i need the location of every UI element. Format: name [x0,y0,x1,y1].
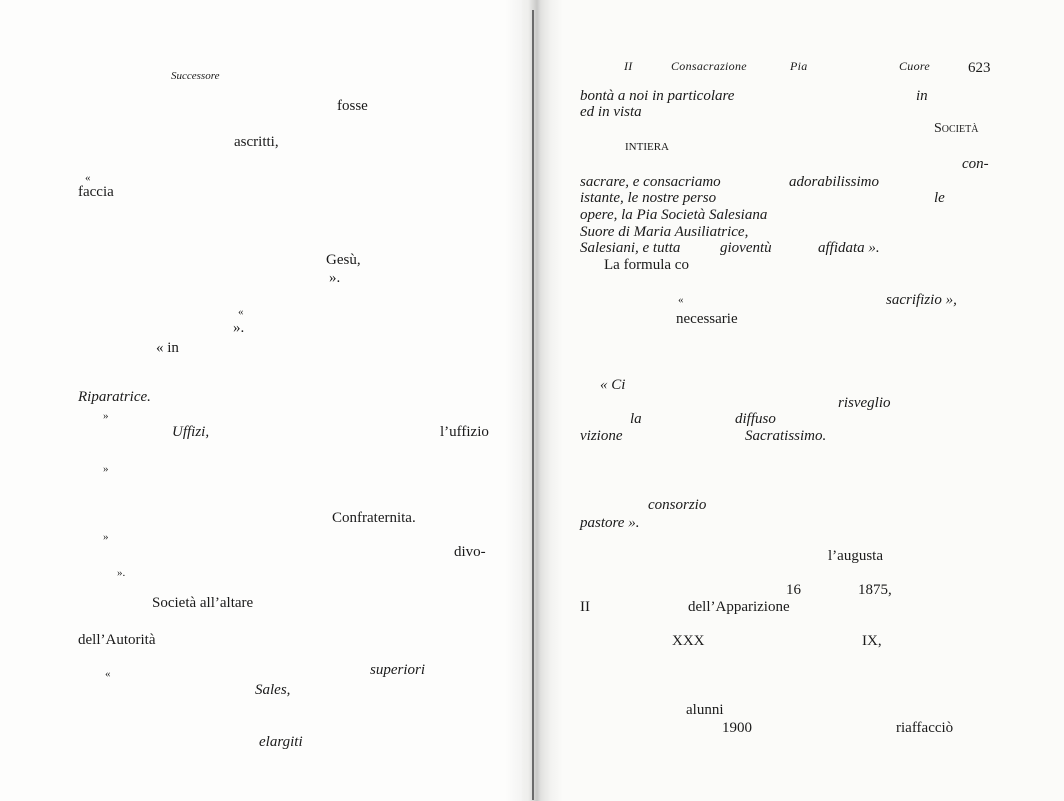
word: fosse [337,98,368,114]
word: ed in vista [580,104,642,120]
word: « [105,668,111,680]
word: consorzio [648,497,707,513]
running-head-number: II [624,59,633,73]
word: riaffacciò [896,720,954,736]
word: in [916,88,928,104]
word: Società all’altare [152,595,254,611]
word: 1900 [722,720,752,736]
word: faccia [78,184,114,200]
word: Salesiani, e tutta [580,240,681,256]
word: ». [117,567,126,579]
word: l’augusta [828,548,883,564]
word: Confraternita. [332,510,416,526]
word: divo- [454,544,486,560]
running-head-word: Cuore [899,59,931,73]
word: gioventù [720,240,772,256]
word: « [678,294,684,306]
word: Sales, [255,682,291,698]
word: » [103,463,109,475]
word: ascritti, [234,134,279,150]
word: 1875, [858,582,892,598]
word: sacrifizio », [886,292,957,308]
word: bontà a noi in particolare [580,88,735,104]
word: Società [934,121,979,136]
word: l’uffizio [440,424,489,440]
word: la [630,411,642,427]
word: le [934,190,945,206]
word: « [85,172,91,184]
word: « Ci [600,377,626,393]
word: Successore [171,70,220,82]
word: Suore di Maria Ausiliatrice, [580,224,749,240]
word: « [238,306,244,318]
word: dell’Apparizione [688,599,790,615]
word: Riparatrice. [78,389,151,405]
word: dell’Autorità [78,632,156,648]
word: affidata ». [818,240,880,256]
running-head-word: Consacrazione [671,59,747,73]
word: Gesù, [326,252,361,268]
word: istante, le nostre perso [580,190,717,206]
word: » [103,531,109,543]
word: ». [329,270,341,286]
book-spine-line [532,10,534,800]
book-gutter-shadow [505,0,563,801]
word: » [103,410,109,422]
word: diffuso [735,411,776,427]
page-number: 623 [968,60,991,76]
word: « in [156,340,179,356]
word: 16 [786,582,801,598]
word: superiori [370,662,426,678]
word: ». [233,320,245,336]
word: INTIERA [625,141,669,153]
word: La formula co [604,257,689,273]
word: Uffizi, [172,424,210,440]
word: pastore ». [580,515,640,531]
word: II [580,599,590,615]
word: XXX [672,633,705,649]
word: elargiti [259,734,303,750]
word: sacrare, e consacriamo [580,174,721,190]
running-head-word: Pia [790,59,808,73]
word: vizione [580,428,623,444]
word: necessarie [676,311,738,327]
word: IX, [862,633,882,649]
word: adorabilissimo [789,174,880,190]
word: Sacratissimo. [745,428,827,444]
word: con- [962,156,989,172]
word: opere, la Pia Società Salesiana [580,207,768,223]
word: alunni [686,702,724,718]
word: risveglio [838,395,891,411]
